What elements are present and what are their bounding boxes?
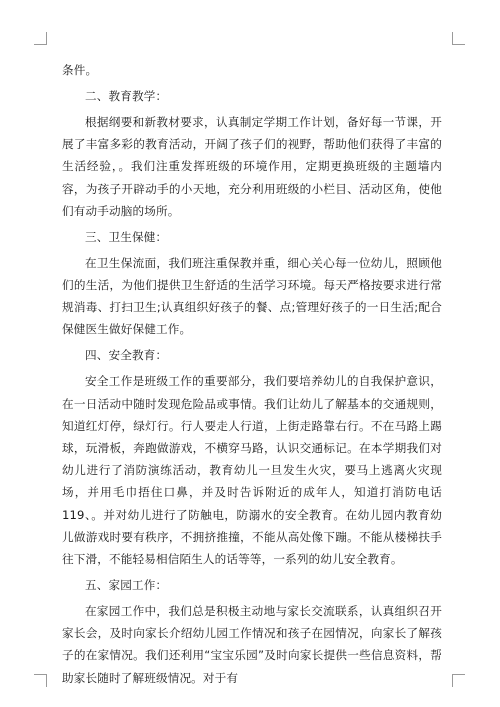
section-heading-health: 三、卫生保健： [85,229,168,244]
paragraph-continuation: 条件。 [62,63,98,77]
crop-mark-top-right [452,32,465,45]
section-heading-education: 二、教育教学： [85,89,168,103]
crop-mark-bottom-right [452,674,465,687]
crop-mark-bottom-left [34,674,47,687]
section-heading-safety: 四、安全教育： [85,348,168,363]
crop-mark-top-left [34,32,47,45]
paragraph-health: 在卫生保流面，我们班注重保教并重，细心关心每一位幼儿，照顾他们的生活，为他们提供卫生舒适的生活学习环境。每天严格按要求进行常规消毒、打扫卫生;认真组织好孩子的餐、点;管理好孩子的一日生活;配合保健医生做好保健工作。 [62,255,442,337]
paragraph-safety: 安全工作是班级工作的重要部分，我们要培养幼儿的自我保护意识，在一日活动中随时发现危险品或事情。我们让幼儿了解基本的交通规则，知道红灯停，绿灯行。行人要走人行道，上街走路靠右行。不在马路上踢球，玩滑板，奔跑做游戏，不横穿马路，认识交通标记。在本学期我们对幼儿进行了消防演练活动，教育幼儿一旦发生火灾，要马上逃离火灾现场，并用毛巾捂住口鼻，并及时告诉附近的成年人，知道打消防电话119、。并对幼儿进行了防触电，防溺水的安全教育。在幼儿园内教育幼儿做游戏时要有秩序，不拥挤推撞，不能从高处像下蹦。不能从楼梯扶手往下滑，不能轻易相信陌生人的话等等，一系列的幼儿安全教育。 [62,374,442,567]
paragraph-education: 根据纲要和新教材要求，认真制定学期工作计划，备好每一节课，开展了丰富多彩的教育活动，开阔了孩子们的视野，帮助他们获得了丰富的生活经验，。我们注重发挥班级的环境作用，定期更换班级的主题墙内容，为孩子开辟动手的小天地，充分利用班级的小栏目、活动区角，使他们有动手动脑的场所。 [62,115,442,218]
paragraph-home-school: 在家园工作中，我们总是积极主动地与家长交流联系，认真组织召开家长会，及时向家长介绍幼儿园工作情况和孩子在园情况，向家长了解孩子的在家情况。我们还利用“宝宝乐园”及时向家长提供一些信息资料，帮助家长随时了解班级情况。对于有 [62,604,442,685]
section-heading-home-school: 五、家园工作： [85,578,168,593]
document-body [62,59,442,693]
